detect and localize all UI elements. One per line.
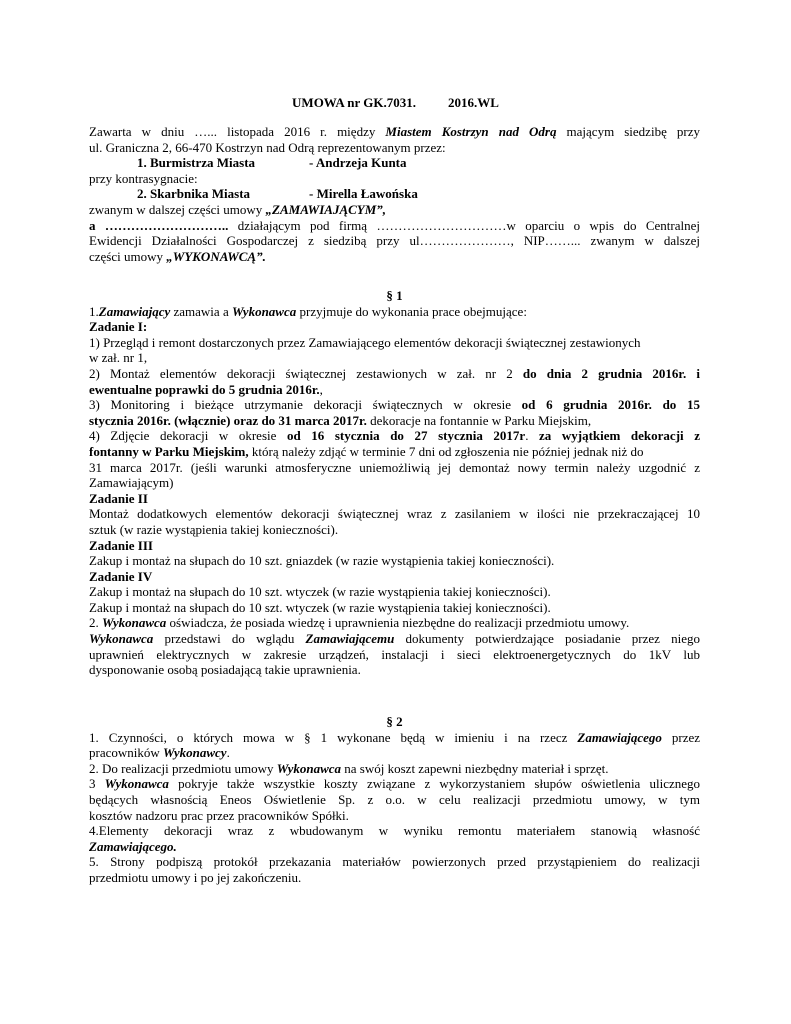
task-2-line-1: Montaż dodatkowych elementów dekoracji świątecznej wraz z zasilaniem w ilości nie przekraczającej 10: [89, 506, 700, 522]
s1-text: przedstawi do wglądu: [153, 631, 306, 647]
task-1-item-3-line-2: [89, 413, 700, 429]
s1-text: 2) Montaż elementów dekoracji świątecznej zestawionych w zał. nr 2: [89, 365, 523, 381]
s1-point-2-line-3: uprawnień elektrycznych w zakresie urządzeń, instalacji i sieci elektroenergetycznych do 1kV lub: [89, 646, 700, 662]
intro-line-1: [89, 124, 700, 140]
task-3-heading: Zadanie III: [89, 537, 153, 553]
deadline: ewentualne poprawki do 5 grudnia 2016r.: [89, 381, 320, 397]
city-name: Miastem Kostrzyn nad Odrą: [385, 124, 557, 139]
intro-line-8: Ewidencji Działalności Gospodarczej z siedzibą przy ul…………………, NIP……... zwanym w dalszej: [89, 233, 700, 249]
s1-text: dekoracje na fontannie w Parku Miejskim,: [366, 412, 592, 428]
s2-point-3-line-1: [89, 776, 700, 792]
party-ref: Wykonawca: [89, 631, 154, 647]
s2-point-3-line-2: [89, 792, 700, 808]
party-ref: Wykonawcy: [163, 745, 227, 761]
task-1-item-3-line-1: [89, 397, 700, 413]
title-suffix: 2016.WL: [448, 95, 499, 110]
s1-line-1: [89, 304, 700, 320]
task-1-item-1-line-1: 1) Przegląd i remont dostarczonych przez Zamawiającego elementów dekoracji świątecznej zestawionych: [89, 334, 641, 350]
section-2-heading: § 2: [386, 714, 403, 729]
s1-text: .: [525, 428, 540, 444]
s2-point-3-line-3: kosztów nadzoru prac przez pracowników Spółki.: [89, 807, 349, 823]
task-1-item-4-line-2: [89, 444, 700, 460]
intro-text: mającym siedzibę przy: [556, 124, 700, 139]
signatory-name: - Andrzeja Kunta: [309, 155, 407, 171]
intro-section: [89, 124, 700, 264]
intro-text: części umowy: [89, 248, 167, 264]
s1-text: i: [696, 365, 700, 381]
task-1-item-4-line-4: Zamawiającym): [89, 475, 174, 491]
s1-text: 15: [687, 397, 701, 413]
party-label: „WYKONAWCĄ”.: [166, 248, 266, 264]
s1-text: 1.: [89, 303, 99, 319]
exception: fontanny w Parku Miejskim,: [89, 443, 249, 459]
task-3-line-1: Zakup i montaż na słupach do 10 szt. gniazdek (w razie wystąpienia takiej konieczności).: [89, 553, 555, 569]
s2-text: 3: [89, 776, 105, 792]
task-4-line-2: Zakup i montaż na słupach do 10 szt. wtyczek (w razie wystąpienia takiej konieczności).: [89, 599, 551, 615]
intro-text: zwanym w dalszej części umowy: [89, 201, 266, 217]
s2-text: pokryje także wszystkie koszty związane z wykorzystaniem słupów oświetlenia ulicznego: [168, 776, 700, 792]
party-ref: Wykonawca: [276, 760, 342, 776]
s2-point-2: [89, 761, 700, 777]
s1-point-2-line-2: [89, 631, 700, 647]
s2-text: pracowników: [89, 745, 164, 761]
s2-point-1-line-1: [89, 730, 700, 746]
s2-text: przez: [661, 729, 700, 745]
s1-text: 3) Monitoring i bieżące utrzymanie dekoracji świątecznych w okresie: [89, 397, 522, 413]
s2-point-5-line-2: przedmiotu umowy i po jej zakończeniu.: [89, 869, 302, 885]
exception: za wyjątkiem dekoracji: [539, 428, 684, 444]
task-4-heading: Zadanie IV: [89, 568, 153, 584]
s2-text: będących własnością Eneos Oświetlenie Sp. z o.o. w celu realizacji przedmiotu umowy,: [89, 791, 646, 807]
party-ref: Zamawiającego: [577, 729, 662, 745]
signatory-1: [89, 155, 700, 171]
s1-text: którą należy zdjąć w terminie 7 dni od zgłoszenia nie później jednak niż do: [248, 443, 644, 459]
intro-line-7: [89, 218, 700, 234]
s1-text: 4) Zdjęcie dekoracji w okresie: [89, 428, 287, 444]
party-ref: Zamawiającemu: [305, 631, 395, 647]
section-2: [89, 714, 700, 886]
title-number: UMOWA nr GK.7031.: [292, 95, 417, 110]
deadline: od 6 grudnia 2016r. do: [521, 397, 677, 413]
s1-text: dokumenty potwierdzające posiadanie przez niego: [394, 631, 700, 647]
intro-line-2: ul. Graniczna 2, 66-470 Kostrzyn nad Odrą reprezentowanym przez:: [89, 139, 446, 155]
party-label: „ZAMAWIAJĄCYM”,: [265, 201, 387, 217]
signatory-2: [89, 186, 700, 202]
s2-text: .: [226, 745, 230, 761]
task-1-item-1-line-2: w zał. nr 1,: [89, 350, 148, 366]
intro-line-6: [89, 202, 700, 218]
party-ref: Wykonawca: [102, 615, 167, 631]
intro-line-9: [89, 249, 700, 265]
s2-point-4-line-2: Zamawiającego.: [89, 838, 177, 854]
task-1-heading: Zadanie I:: [89, 319, 148, 335]
s2-point-4-line-1: 4.Elementy dekoracji wraz z wbudowanym w wyniku remontu materiałem stanowią własność: [89, 823, 700, 839]
deadline: stycznia 2016r. (włącznie) oraz do 31 marca 2017r.: [89, 412, 367, 428]
deadline: do dnia 2 grudnia 2016r.: [522, 365, 687, 381]
task-2-line-2: sztuk (w razie wystąpienia takiej konieczności).: [89, 521, 339, 537]
party-ref: Zamawiający: [98, 303, 171, 319]
party-ref: Wykonawca: [231, 303, 297, 319]
s1-text: oświadcza, że posiada wiedzę i uprawnienia niezbędne do realizacji przedmiotu umowy.: [166, 615, 630, 631]
deadline: od 16 stycznia do 27 stycznia 2017r: [286, 428, 526, 444]
signatory-name: - Mirella Ławońska: [309, 186, 418, 202]
s1-text: 2.: [89, 615, 102, 631]
s2-text: w tym: [658, 791, 700, 807]
s1-text: z: [694, 428, 700, 444]
party-ref: Wykonawca: [104, 776, 169, 792]
s2-text: 1. Czynności, o których mowa w § 1 wykonane będą w imieniu i na rzecz: [89, 729, 578, 745]
s1-text: zamawia a: [170, 303, 232, 319]
task-2-heading: Zadanie II: [89, 490, 148, 506]
s1-point-2-line-1: [89, 615, 700, 631]
intro-text: działającym pod firmą …………………………w oparciu o wpis do Centralnej: [228, 217, 701, 233]
section-1-heading: § 1: [386, 288, 403, 303]
task-1-item-2-line-2: [89, 382, 700, 398]
task-1-item-2-line-1: [89, 366, 700, 382]
task-1-item-4-line-1: [89, 428, 700, 444]
s1-point-2-line-4: dysponowanie osobą posiadającą takie uprawnienia.: [89, 662, 361, 678]
task-1-item-4-line-3: 31 marca 2017r. (jeśli warunki atmosferyczne uniemożliwią jej demontaż nowy termin należy uzgodnić z: [89, 459, 700, 475]
contractor-placeholder: a ………………………..: [89, 217, 229, 233]
s2-point-1-line-2: [89, 745, 700, 761]
intro-line-4: przy kontrasygnacie:: [89, 170, 198, 186]
task-4-line-1: Zakup i montaż na słupach do 10 szt. wtyczek (w razie wystąpienia takiej konieczności).: [89, 584, 551, 600]
signatory-role: 2. Skarbnika Miasta: [137, 186, 251, 202]
intro-text: Zawarta w dniu …... listopada 2016 r. między: [89, 124, 386, 139]
section-1: [89, 288, 700, 678]
s1-text: ,: [319, 381, 323, 397]
s2-text: 2. Do realizacji przedmiotu umowy: [89, 760, 277, 776]
document-title: [0, 95, 791, 111]
s1-text: przyjmuje do wykonania prace obejmujące:: [296, 303, 527, 319]
signatory-role: 1. Burmistrza Miasta: [137, 155, 256, 171]
s2-text: na swój koszt zapewni niezbędny materiał i sprzęt.: [341, 760, 609, 776]
s2-point-5-line-1: 5. Strony podpiszą protokół przekazania materiałów powierzonych przed przystąpieniem do realizacji: [89, 854, 700, 870]
